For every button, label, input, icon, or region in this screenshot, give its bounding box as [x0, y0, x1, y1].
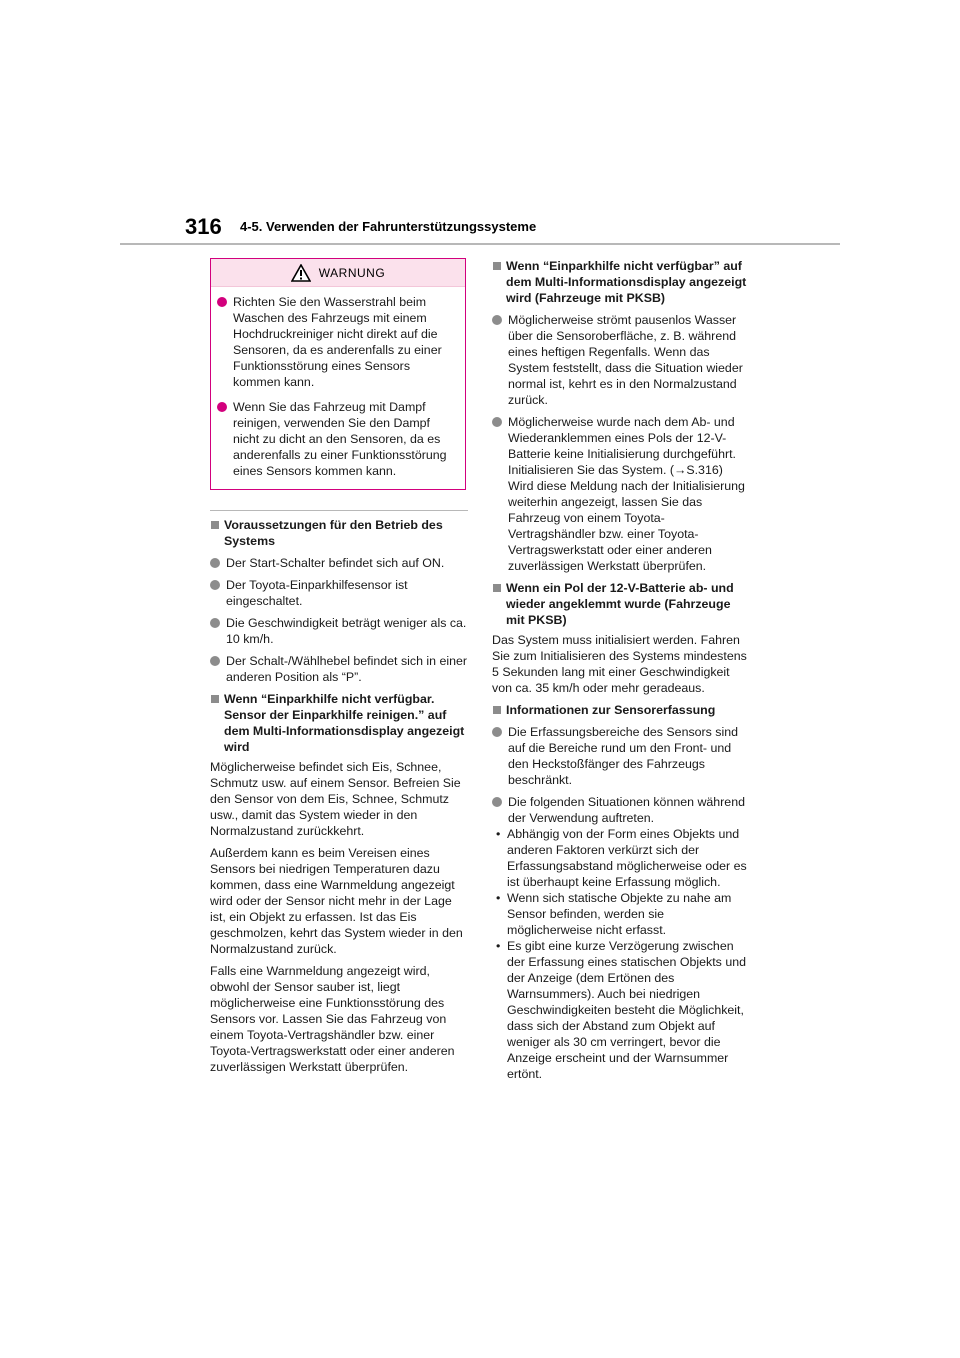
warning-item-text: Richten Sie den Wasserstrahl beim Waschen des Fahrzeugs mit einem Hochdruckreiniger nicht direkt auf die Sensoren, da es anderenfalls zu einer Funktionsstörung eines Sensors kommen kann. [233, 295, 442, 389]
left-column [210, 258, 468, 1081]
page-number: 316 [185, 214, 222, 239]
bullet-circle-icon [210, 558, 220, 568]
section-heading: Voraussetzungen für den Betrieb des Systems [210, 517, 468, 549]
paragraph: Das System muss initialisiert werden. Fahren Sie zum Initialisieren des Systems mindestens 5 Sekunden lang mit einer Geschwindigkeit von ca. 35 km/h oder mehr geradeaus. [492, 633, 747, 695]
section-heading: Informationen zur Sensorerfassung [492, 702, 750, 718]
sub-list-item: • Wenn sich statische Objekte zu nahe am Sensor befinden, werden sie möglicherweise nicht erfasst. [492, 890, 750, 938]
bullet-circle-icon [210, 618, 220, 628]
list-item: Der Start-Schalter befindet sich auf ON. [210, 555, 468, 571]
bullet-circle-icon [210, 580, 220, 590]
warning-item [217, 399, 455, 479]
sub-list-item: • Es gibt eine kurze Verzögerung zwischen der Erfassung eines statischen Objekts und der Anzeige (dem Ertönen des Warnsummers). Auch bei niedrigen Geschwindigkeiten besteht die Möglichkeit, dass sich der Abstand zum Objekt auf weniger als 30 cm verringert, bevor die Anzeige erscheint und der Warnsummer ertönt. [492, 938, 750, 1082]
warning-title: WARNUNG [318, 265, 386, 280]
paragraph: Falls eine Warnmeldung angezeigt wird, obwohl der Sensor sauber ist, liegt möglicherweise eine Funktionsstörung des Sensors vor. Lassen Sie das Fahrzeug von einem Toyota-Vertragshändler bzw. einer Toyota-Vertragswerkstatt oder einer anderen zuverlässigen Werkstatt überprüfen. [210, 964, 455, 1074]
section-heading: Wenn “Einparkhilfe nicht verfügbar. Sensor der Einparkhilfe reinigen.” auf dem Multi-Informationsdisplay angezeigt wird [210, 691, 468, 755]
header-divider [120, 243, 840, 245]
section-title: 4-5. Verwenden der Fahrunterstützungssysteme [240, 219, 537, 234]
bullet-square-icon [211, 521, 219, 529]
bullet-circle-icon [492, 417, 502, 427]
warning-header [211, 259, 465, 287]
warning-body [211, 287, 465, 479]
right-column [492, 253, 750, 1082]
bullet-square-icon [493, 706, 501, 714]
bullet-circle-icon [210, 656, 220, 666]
warning-item [217, 294, 455, 390]
list-item: Der Toyota-Einparkhilfesensor ist eingeschaltet. [210, 577, 468, 609]
bullet-square-icon [493, 584, 501, 592]
list-item: Der Schalt-/Wählhebel befindet sich in einer anderen Position als “P”. [210, 653, 468, 685]
bullet-dot-icon: • [496, 891, 501, 905]
bullet-square-icon [493, 262, 501, 270]
list-item: Die Erfassungsbereiche des Sensors sind auf die Bereiche rund um den Front- und den Heckstoßfänger des Fahrzeugs beschränkt. [492, 724, 750, 788]
bullet-dot-icon: • [496, 827, 501, 841]
warning-item-text: Wenn Sie das Fahrzeug mit Dampf reinigen, verwenden Sie den Dampf nicht zu dicht an den Sensoren, da es anderenfalls zu einer Funktionsstörung eines Sensors kommen kann. [233, 400, 447, 478]
list-item: Möglicherweise wurde nach dem Ab- und Wiederanklemmen eines Pols der 12-V-Batterie keine Initialisierung durchgeführt. Initialisieren Sie das System. (→S.316) Wird diese Meldung nach der Initialisierung weiterhin angezeigt, lassen Sie das Fahrzeug von einem Toyota-Vertragshändler bzw. einer Toyota-Vertragswerkstatt oder einer anderen zuverlässigen Werkstatt überprüfen. [492, 414, 750, 574]
bullet-circle-icon [492, 797, 502, 807]
section-heading: Wenn ein Pol der 12-V-Batterie ab- und wieder angeklemmt wurde (Fahrzeuge mit PKSB) [492, 580, 750, 628]
bullet-square-icon [211, 695, 219, 703]
warning-triangle-icon [291, 264, 311, 282]
bullet-circle-icon [217, 297, 227, 307]
bullet-circle-icon [492, 727, 502, 737]
warning-box [210, 258, 466, 490]
list-item: Die folgenden Situationen können während der Verwendung auftreten. [492, 794, 750, 826]
bullet-dot-icon: • [496, 939, 501, 953]
paragraph: Außerdem kann es beim Vereisen eines Sensors bei niedrigen Temperaturen dazu kommen, dass eine Warnmeldung angezeigt wird oder der Sensor nicht mehr in der Lage ist, ein Objekt zu erfassen. Ist das Eis geschmolzen, kehrt das System wieder in den Normalzustand zurück. [210, 846, 463, 956]
section-divider [210, 510, 468, 511]
paragraph: Möglicherweise befindet sich Eis, Schnee, Schmutz usw. auf einem Sensor. Befreien Sie den Sensor von dem Eis, Schnee, Schmutz usw., damit das System wieder in den Normalzustand zurückkehrt. [210, 760, 461, 838]
bullet-circle-icon [492, 315, 502, 325]
sub-list-item: • Abhängig von der Form eines Objekts und anderen Faktoren verkürzt sich der Erfassungsabstand möglicherweise oder es ist überhaupt keine Erfassung möglich. [492, 826, 750, 890]
list-item: Die Geschwindigkeit beträgt weniger als ca. 10 km/h. [210, 615, 468, 647]
list-item: Möglicherweise strömt pausenlos Wasser über die Sensoroberfläche, z. B. während eines heftigen Regenfalls. Wenn das System feststellt, dass die Situation wieder normal ist, kehrt es in den Normalzustand zurück. [492, 312, 750, 408]
bullet-circle-icon [217, 402, 227, 412]
section-heading: Wenn “Einparkhilfe nicht verfügbar” auf dem Multi-Informationsdisplay angezeigt wird (Fahrzeuge mit PKSB) [492, 258, 750, 306]
